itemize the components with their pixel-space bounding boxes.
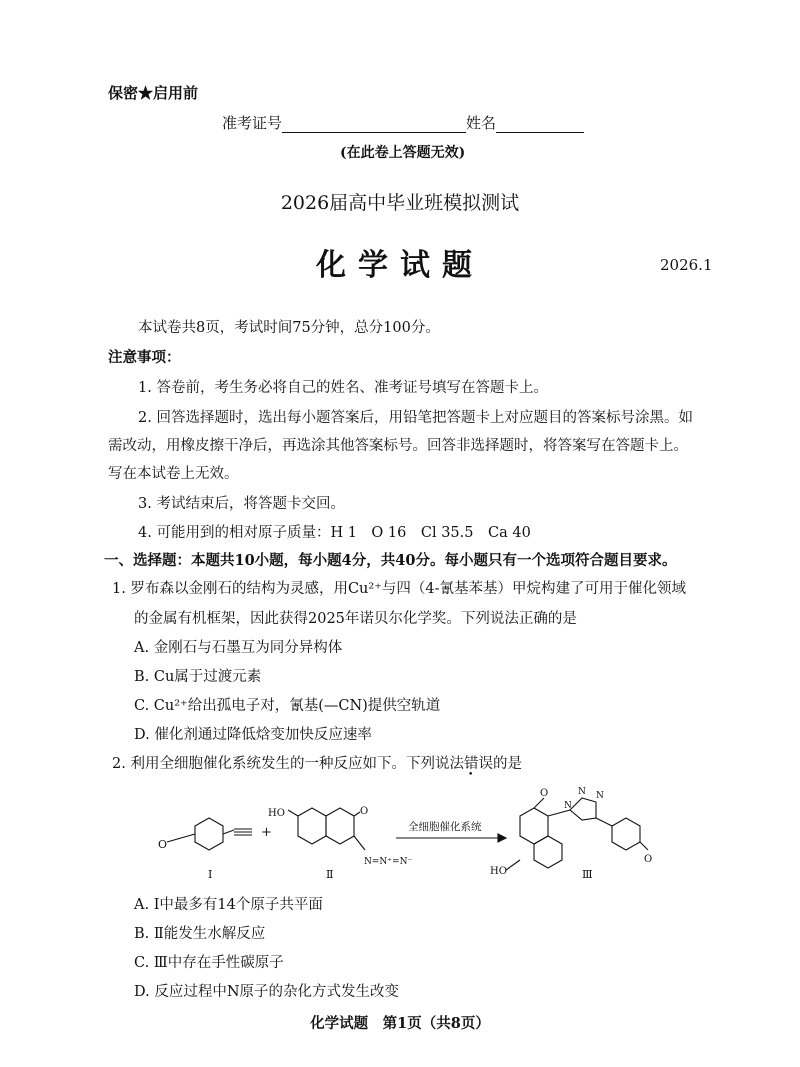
q1-option-a: A. 金刚石与石墨互为同分异构体	[134, 640, 343, 656]
compound-1-label: Ⅰ	[208, 868, 213, 881]
reagent-label: 全细胞催化系统	[408, 821, 482, 833]
methoxy-o-label: O	[644, 854, 653, 865]
compound-3-label: Ⅲ	[582, 868, 593, 881]
q2-option-c: C. Ⅲ中存在手性碳原子	[134, 955, 284, 971]
notice-item: 3. 考试结束后，将答题卡交回。	[138, 496, 345, 512]
azide-label: N=N⁺=N⁻	[364, 857, 413, 867]
section-heading: 一、选择题：本题共10小题，每小题4分，共40分。每小题只有一个选项符合题目要求。	[104, 552, 677, 569]
exam-date: 2026.1	[660, 256, 713, 274]
compound-2-label: Ⅱ	[326, 868, 334, 881]
reaction-scheme	[150, 780, 690, 892]
methoxy-o-label: O	[158, 838, 168, 851]
triazole-n-label: N	[564, 801, 572, 811]
q1-option-b: B. Cu属于过渡元素	[134, 669, 262, 685]
q2-option-a: A. Ⅰ中最多有14个原子共平面	[134, 897, 323, 913]
notice-item: 需改动，用橡皮擦干净后，再选涂其他答案标号。回答非选择题时，将答案写在答题卡上。	[108, 438, 688, 454]
carbonyl-o-label: O	[540, 788, 549, 799]
plus-sign: +	[261, 825, 272, 840]
page-footer: 化学试题 第1页（共8页）	[310, 1015, 490, 1032]
name-field[interactable]	[496, 116, 584, 133]
q1-stem: 的金属有机框架，因此获得2025年诺贝尔化学奖。下列说法正确的是	[134, 611, 577, 627]
confidential-label: 保密★启用前	[108, 84, 199, 102]
candidate-info-line	[222, 112, 584, 133]
compound-3-structure	[490, 787, 652, 877]
compound-2-structure	[268, 806, 412, 867]
hydroxyl-label: HO	[268, 808, 285, 819]
notice-item: 4. 可能用到的相对原子质量：H 1 O 16 Cl 35.5 Ca 40	[138, 525, 531, 541]
hydroxyl-label: HO	[490, 866, 507, 877]
q1-option-c: C. Cu²⁺给出孤电子对，氰基(—CN)提供空轨道	[134, 698, 441, 714]
subject-title: 化学试题	[316, 248, 484, 283]
compound-1-structure	[158, 818, 252, 851]
q2-option-d: D. 反应过程中N原子的杂化方式发生改变	[134, 984, 400, 1000]
notice-item: 2. 回答选择题时，选出每小题答案后，用铅笔把答题卡上对应题目的答案标号涂黑。如	[138, 410, 693, 426]
notice-item: 1. 答卷前，考生务必将自己的姓名、准考证号填写在答题卡上。	[138, 380, 548, 396]
notice-item: 写在本试卷上无效。	[108, 466, 239, 482]
intro-text: 本试卷共8页，考试时间75分钟，总分100分。	[138, 320, 440, 336]
q1-option-d: D. 催化剂通过降低焓变加快反应速率	[134, 727, 372, 743]
q2-emphasis: 错误	[463, 756, 493, 772]
invalid-note: (在此卷上答题无效)	[340, 145, 466, 161]
triazole-n-label: N	[578, 787, 586, 797]
name-label: 姓名	[466, 114, 497, 132]
triazole-n-label: N	[596, 791, 604, 801]
exam-number-field[interactable]	[282, 116, 466, 133]
exam-number-label: 准考证号	[222, 114, 283, 132]
exam-title: 2026届高中毕业班模拟测试	[280, 192, 520, 214]
carbonyl-o-label: O	[360, 806, 369, 817]
q1-stem: 1. 罗布森以金刚石的结构为灵感，用Cu²⁺与四（4-氰基苯基）甲烷构建了可用于催化领域	[112, 581, 686, 597]
q2-option-b: B. Ⅱ能发生水解反应	[134, 926, 266, 942]
notice-heading: 注意事项：	[108, 349, 181, 366]
q2-stem: 2. 利用全细胞催化系统发生的一种反应如下。下列说法错误的是	[112, 756, 522, 772]
